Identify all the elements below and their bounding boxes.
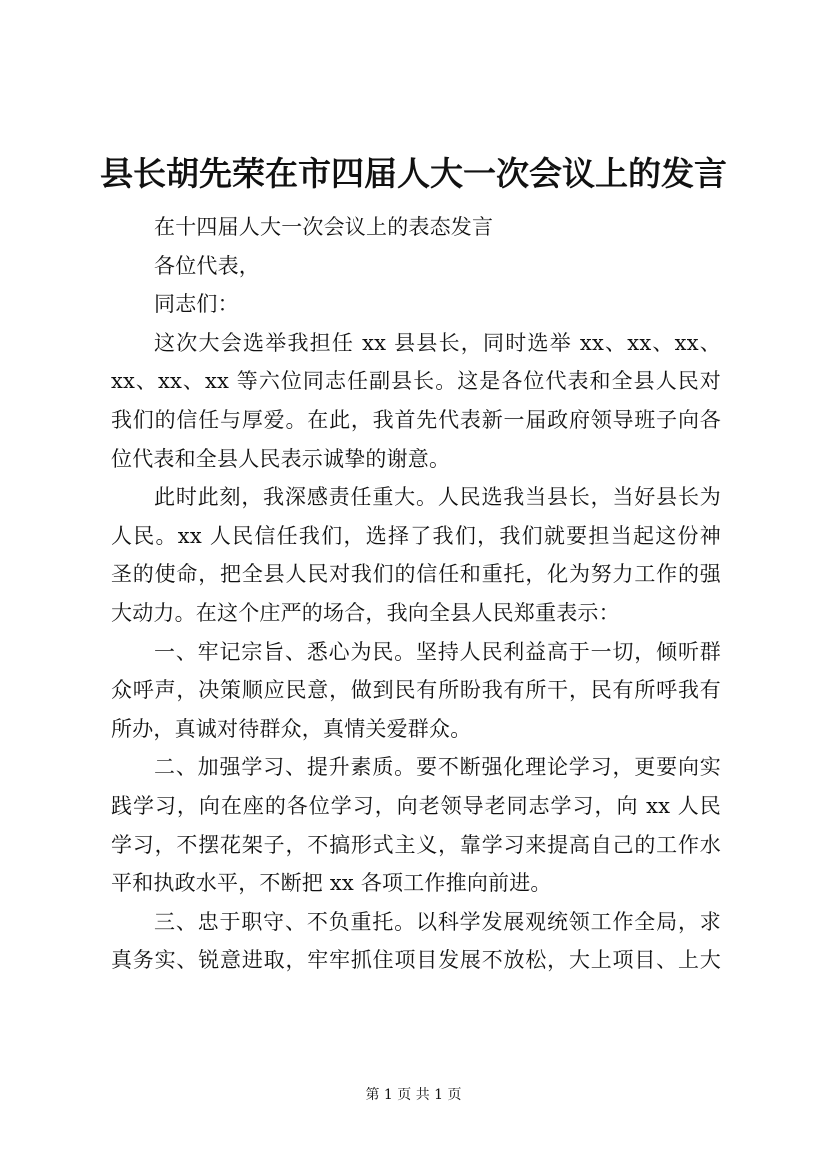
text-line: 三、忠于职守、不负重托。以科学发展观统领工作全局，求 [154,909,721,934]
text-line: 一、牢记宗旨、悉心为民。坚持人民利益高于一切，倾听群 [154,639,721,664]
text-line: 位代表和全县人民表示诚挚的谢意。 [111,446,451,471]
document-title: 县长胡先荣在市四届人大一次会议上的发言 [100,154,727,193]
text-line: 各位代表， [154,253,260,278]
text-line: 人民。xx 人民信任我们，选择了我们，我们就要担当起这份神 [111,523,721,548]
text-line: 同志们： [154,292,239,317]
text-line: 大动力。在这个庄严的场合，我向全县人民郑重表示： [111,600,620,625]
page-footer: 第 1 页 共 1 页 [365,1087,462,1103]
text-line: 真务实、锐意进取，牢牢抓住项目发展不放松，大上项目、上大 [111,948,721,973]
text-line: 我们的信任与厚爱。在此，我首先代表新一届政府领导班子向各 [111,407,721,432]
text-line: 众呼声，决策顺应民意，做到民有所盼我有所干，民有所呼我有 [111,678,721,703]
text-line: 学习，不摆花架子，不搞形式主义，靠学习来提高自己的工作水 [111,832,721,857]
text-line: 圣的使命，把全县人民对我们的信任和重托，化为努力工作的强 [111,562,721,587]
text-line: xx、xx、xx 等六位同志任副县长。这是各位代表和全县人民对 [111,369,721,394]
document-body [111,208,721,980]
text-line: 这次大会选举我担任 xx 县县长，同时选举 xx、xx、xx、 [154,330,721,355]
text-line: 所办，真诚对待群众，真情关爱群众。 [111,716,472,741]
text-line: 二、加强学习、提升素质。要不断强化理论学习，更要向实 [154,755,721,780]
text-line: 在十四届人大一次会议上的表态发言 [154,215,494,239]
text-line: 践学习，向在座的各位学习，向老领导老同志学习，向 xx 人民 [111,793,721,818]
text-line: 平和执政水平，不断把 xx 各项工作推向前进。 [111,871,552,896]
text-line: 此时此刻，我深感责任重大。人民选我当县长，当好县长为 [154,485,721,510]
